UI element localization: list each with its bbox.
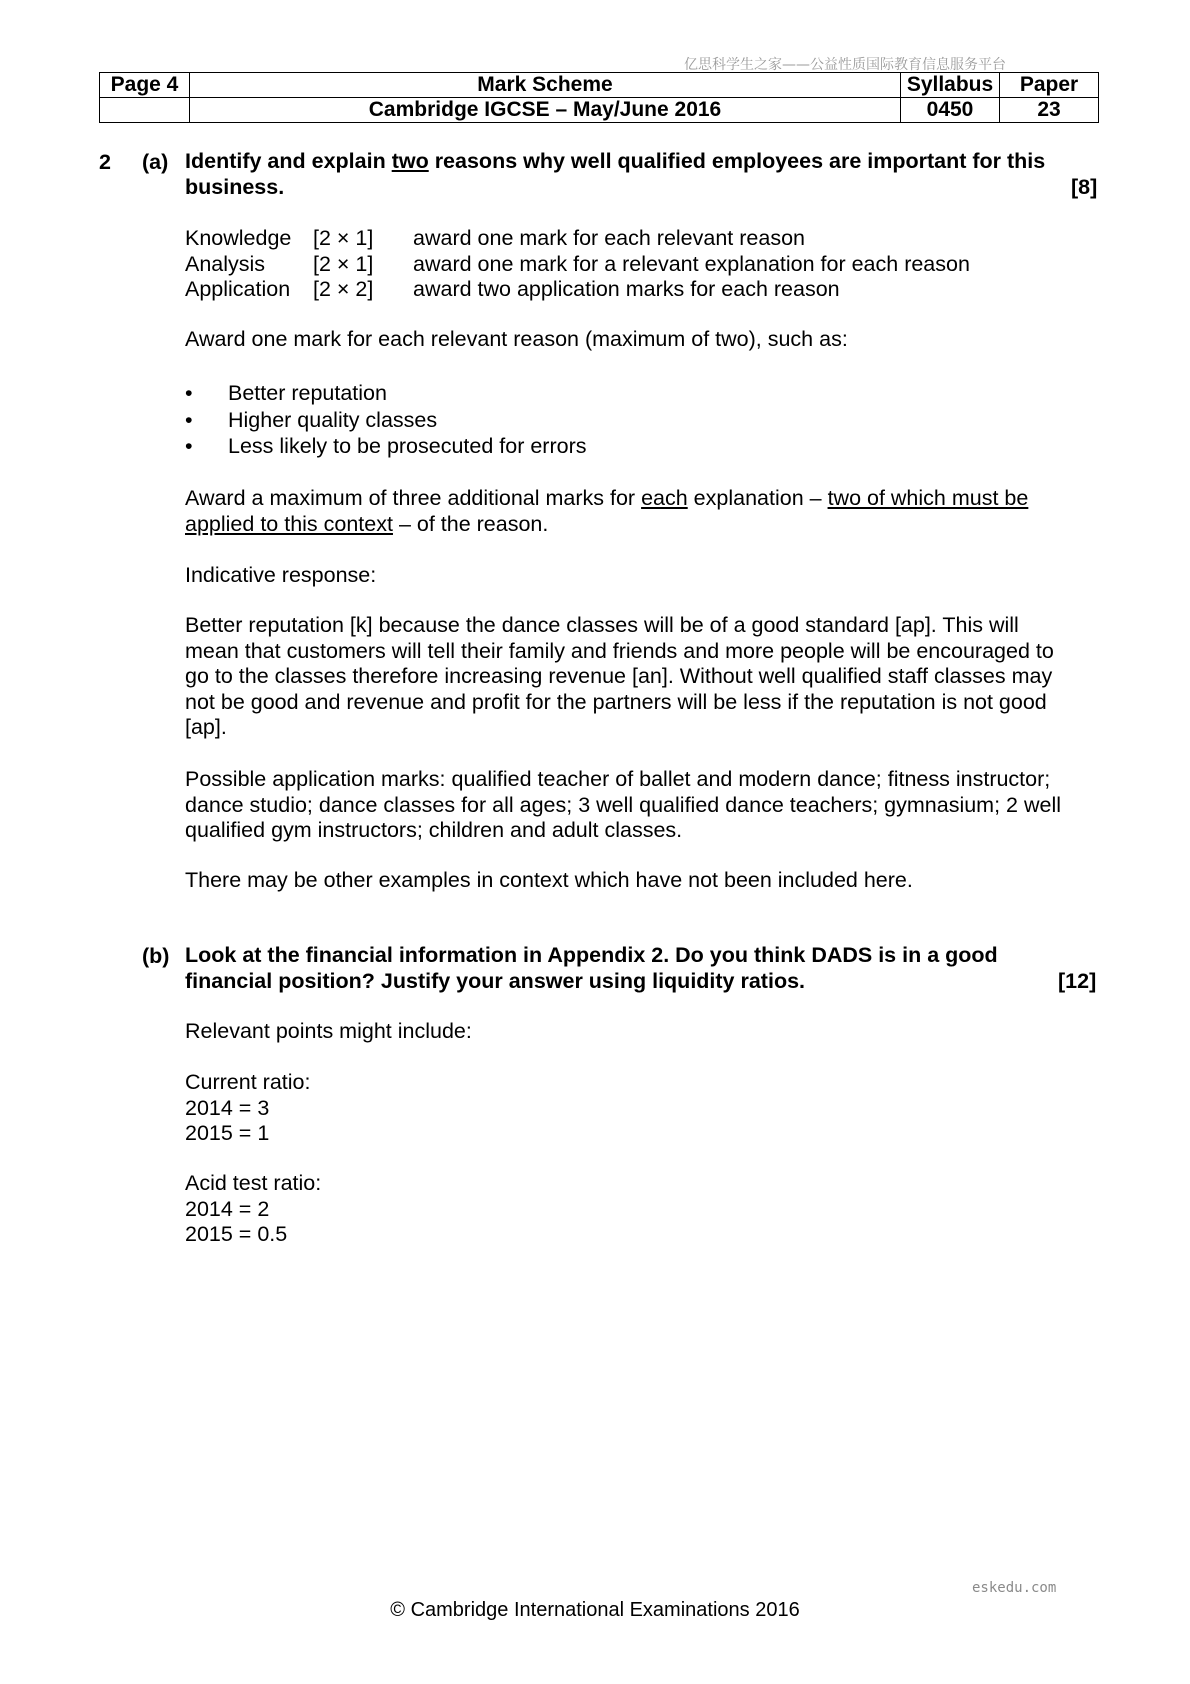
part-b-label: (b) <box>142 944 170 968</box>
part-a-question <box>185 149 1045 200</box>
acid-test-ratio <box>185 1171 321 1248</box>
paper-label: Paper <box>1000 73 1099 98</box>
indicative-line: not be good and revenue and profit for the partners will be less if the reputation is not good <box>185 689 1047 714</box>
criteria-weight: [2 × 2] <box>313 277 374 301</box>
page-blank-cell <box>100 98 190 123</box>
additional-underlined: two of which must be <box>827 486 1029 510</box>
current-ratio-label: Current ratio: <box>185 1070 311 1094</box>
additional-underlined: applied to this context <box>185 511 393 536</box>
other-examples: There may be other examples in context which have not been included here. <box>185 868 913 892</box>
part-a-marks: [8] <box>1071 175 1098 199</box>
criteria-skill: Application <box>185 277 291 301</box>
additional-each: each <box>641 486 688 510</box>
header-table <box>99 72 1099 123</box>
page-label: Page 4 <box>100 73 190 98</box>
indicative-response <box>185 613 1054 741</box>
list-item: • Less likely to be prosecuted for errors <box>185 433 587 460</box>
indicative-label: Indicative response: <box>185 563 377 587</box>
criteria-row <box>185 277 970 303</box>
question-number: 2 <box>99 150 111 174</box>
acid-test-2014: 2014 = 2 <box>185 1196 270 1221</box>
part-b-question-line1: Look at the financial information in Appendix 2. Do you think DADS is in a good <box>185 943 998 967</box>
marking-criteria <box>185 226 970 303</box>
header-title: Mark Scheme <box>190 73 901 98</box>
list-item: • Higher quality classes <box>185 407 587 434</box>
award-intro: Award one mark for each relevant reason (maximum of two), such as: <box>185 327 848 351</box>
part-a-question-post: reasons why well qualified employees are important for this <box>428 149 1046 173</box>
indicative-line: [ap]. <box>185 715 227 739</box>
current-ratio <box>185 1070 310 1147</box>
additional-text: explanation – <box>687 486 828 510</box>
additional-marks-paragraph <box>185 486 1028 537</box>
header-subtitle: Cambridge IGCSE – May/June 2016 <box>190 98 901 123</box>
indicative-line: mean that customers will tell their family and friends and more people will be encouraged to <box>185 638 1054 663</box>
part-a-question-pre: Identify and explain <box>185 149 392 173</box>
criteria-weight: [2 × 1] <box>313 251 374 276</box>
copyright-footer: © Cambridge International Examinations 2016 <box>390 1599 800 1621</box>
part-b-marks: [12] <box>1058 969 1097 993</box>
current-ratio-2014: 2014 = 3 <box>185 1095 270 1120</box>
application-marks <box>185 767 1061 844</box>
part-a-question-underlined: two <box>391 149 429 173</box>
acid-test-2015: 2015 = 0.5 <box>185 1222 288 1246</box>
acid-test-label: Acid test ratio: <box>185 1171 322 1195</box>
list-item: • Better reputation <box>185 380 587 407</box>
reasons-list <box>185 380 587 460</box>
application-line: Possible application marks: qualified teacher of ballet and modern dance; fitness instructor; <box>185 767 1051 791</box>
syllabus-label: Syllabus <box>901 73 1000 98</box>
part-a-question-line2: business. <box>185 174 285 199</box>
criteria-row <box>185 226 970 252</box>
criteria-row <box>185 252 970 278</box>
criteria-desc: award one mark for a relevant explanation for each reason <box>413 251 970 276</box>
criteria-desc: award one mark for each relevant reason <box>413 226 805 250</box>
site-watermark: eskedu.com <box>972 1580 1057 1596</box>
relevant-points-intro: Relevant points might include: <box>185 1019 472 1043</box>
additional-text: – of the reason. <box>392 511 549 536</box>
part-a-label: (a) <box>142 150 169 174</box>
additional-text: Award a maximum of three additional marks for <box>185 486 642 510</box>
watermark-text: 亿思科学生之家——公益性质国际教育信息服务平台 <box>684 57 1006 73</box>
indicative-line: go to the classes therefore increasing revenue [an]. Without well qualified staff classes may <box>185 664 1053 688</box>
part-b-question-line2: financial position? Justify your answer using liquidity ratios. <box>185 968 806 993</box>
application-line: qualified gym instructors; children and adult classes. <box>185 818 683 842</box>
criteria-desc: award two application marks for each reason <box>413 277 840 301</box>
criteria-weight: [2 × 1] <box>313 226 374 250</box>
part-b-question <box>185 943 998 994</box>
paper-code: 23 <box>1000 98 1099 123</box>
criteria-skill: Analysis <box>185 251 266 276</box>
application-line: dance studio; dance classes for all ages; 3 well qualified dance teachers; gymnasium; 2 well <box>185 792 1062 817</box>
syllabus-code: 0450 <box>901 98 1000 123</box>
criteria-skill: Knowledge <box>185 226 292 250</box>
indicative-line: Better reputation [k] because the dance classes will be of a good standard [ap]. This will <box>185 613 1019 637</box>
current-ratio-2015: 2015 = 1 <box>185 1121 270 1145</box>
